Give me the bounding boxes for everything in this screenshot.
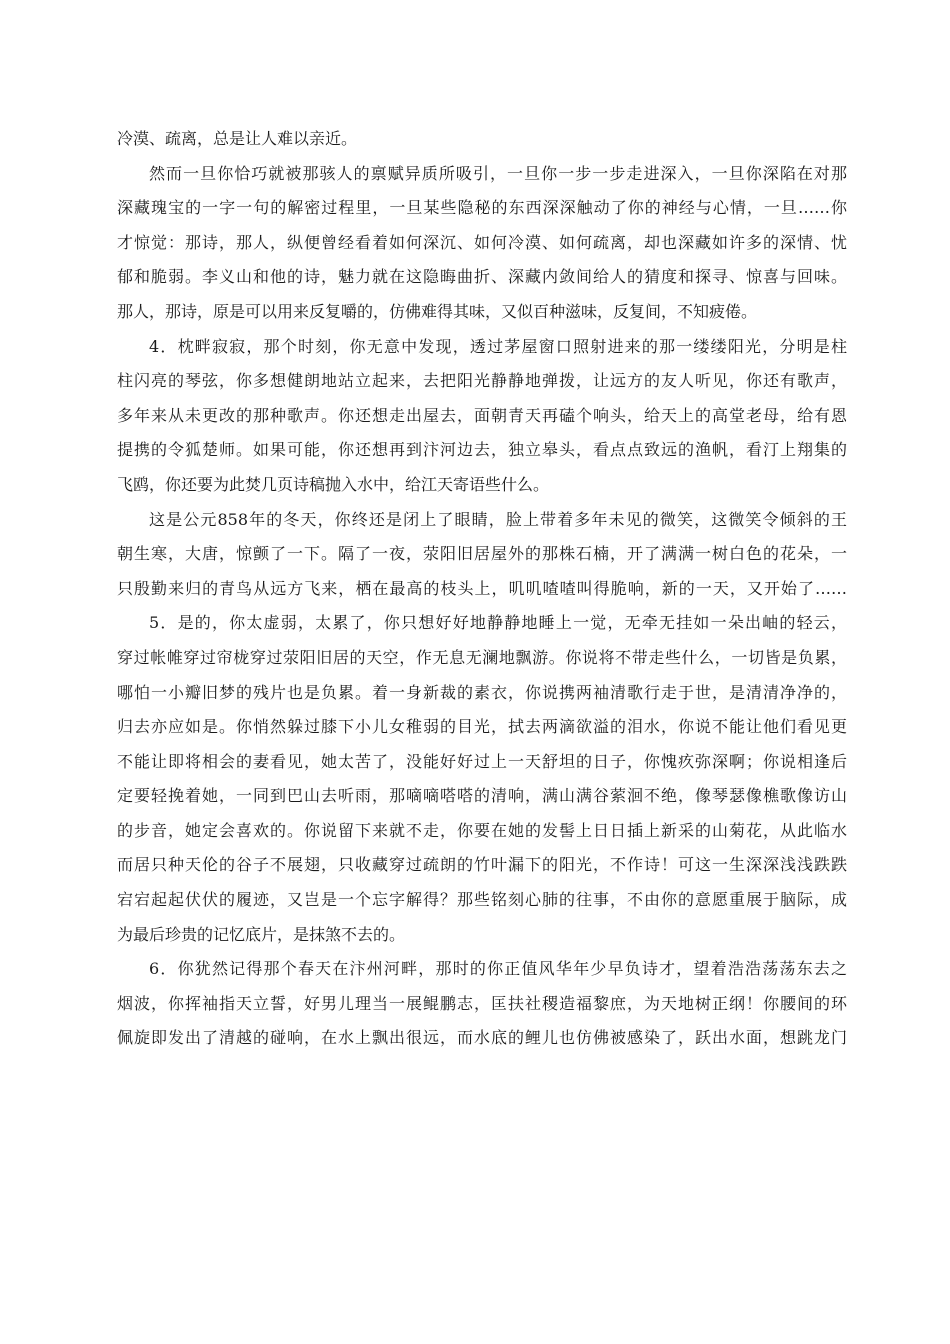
text-line: 穿过帐帷穿过帘栊穿过荥阳旧居的天空，作无息无澜地飘游。你说将不带走些什么，一切皆是负累， [117,647,847,667]
text-line: 柱闪亮的琴弦，你多想健朗地站立起来，去把阳光静静地弹拨，让远方的友人听见，你还有歌声， [117,371,847,391]
text-line: 烟波，你挥袖指天立誓，好男儿理当一展鲲鹏志，匡扶社稷造福黎庶，为天地树正纲！你腰间的环 [117,993,847,1013]
text-line: 哪怕一小瓣旧梦的残片也是负累。着一身新裁的素衣，你说携两袖清歌行走于世，是清清净净的， [117,682,847,702]
text-line: 的步音，她定会喜欢的。你说留下来就不走，你要在她的发髻上日日插上新采的山菊花，从此临水 [117,820,847,840]
text-line: 不能让即将相会的妻看见，她太苦了，没能好好过上一天舒坦的日子，你愧疚弥深啊；你说相逢后 [117,751,847,771]
document-body [117,122,847,1056]
text-line: 5．是的，你太虚弱，太累了，你只想好好地静静地睡上一觉，无牵无挂如一朵出岫的轻云， [149,613,847,633]
text-line: 定要轻挽着她，一同到巴山去听雨，那嘀嘀嗒嗒的清响，满山满谷萦洄不绝，像琴瑟像樵歌像访山 [117,786,847,806]
text-line: 那人，那诗，原是可以用来反复嚼的，仿佛难得其味，又似百种滋味，反复间，不知疲倦。 [117,301,758,321]
text-line: 佩旋即发出了清越的碰响，在水上飘出很远，而水底的鲤儿也仿佛被感染了，跃出水面，想跳龙门 [117,1028,847,1048]
text-line: 郁和脆弱。李义山和他的诗，魅力就在这隐晦曲折、深藏内敛间给人的猜度和探寻、惊喜与回味。 [117,267,847,287]
text-line: 冷漠、疏离，总是让人难以亲近。 [117,129,358,148]
text-line: 而居只种天伦的谷子不展翅，只收藏穿过疏朗的竹叶漏下的阳光，不作诗！可这一生深深浅浅跌跌 [117,855,847,875]
text-line: 为最后珍贵的记忆底片，是抹煞不去的。 [117,924,406,944]
text-line: 飞鸥，你还要为此焚几页诗稿抛入水中，给江天寄语些什么。 [117,474,550,494]
text-line: 提携的令狐楚师。如果可能，你还想再到汴河边去，独立皋头，看点点致远的渔帆，看汀上翔集的 [117,440,847,460]
text-line: 6．你犹然记得那个春天在汴州河畔，那时的你正值风华年少早负诗才，望着浩浩荡荡东去之 [149,959,847,979]
text-line: 朝生寒，大唐，惊颤了一下。隔了一夜，荥阳旧居屋外的那株石楠，开了满满一树白色的花朵，一 [117,544,847,564]
text-line: 多年来从未更改的那种歌声。你还想走出屋去，面朝青天再磕个响头，给天上的高堂老母，给有恩 [117,405,847,425]
text-line: 归去亦应如是。你悄然躲过膝下小儿女稚弱的目光，拭去两滴欲溢的泪水，你说不能让他们看见更 [117,717,847,737]
text-line: 4．枕畔寂寂，那个时刻，你无意中发现，透过茅屋窗口照射进来的那一缕缕阳光，分明是柱 [149,336,847,356]
text-line: 只殷勤来归的青鸟从远方飞来，栖在最高的枝头上，叽叽喳喳叫得脆响，新的一天，又开始了…… [117,578,847,598]
text-line: 这是公元858年的冬天，你终还是闭上了眼睛，脸上带着多年未见的微笑，这微笑令倾斜的王 [149,509,847,529]
text-line: 宕宕起起伏伏的履迹，又岂是一个忘字解得？那些铭刻心肺的往事，不由你的意愿重展于脑际，成 [117,890,847,910]
text-line: 才惊觉：那诗，那人，纵便曾经看着如何深沉、如何冷漠、如何疏离，却也深藏如许多的深情、忧 [117,232,847,252]
text-line: 深藏瑰宝的一字一句的解密过程里，一旦某些隐秘的东西深深触动了你的神经与心情，一旦……你 [117,198,847,218]
text-line: 然而一旦你恰巧就被那骇人的禀赋异质所吸引，一旦你一步一步走进深入，一旦你深陷在对那 [149,163,847,183]
